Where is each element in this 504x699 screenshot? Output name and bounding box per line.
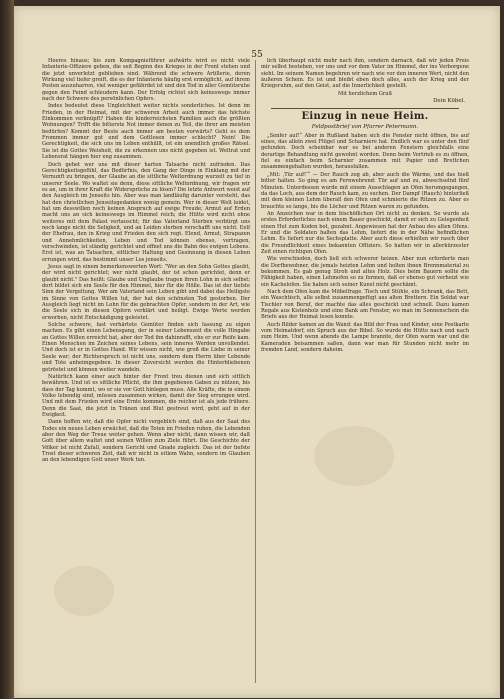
book-binding [0, 0, 14, 699]
section-rule [271, 108, 459, 109]
paragraph: Solche schwere, fast verhärtete Gemüter finden sich fassung zu eigen machen. Es gibt einen Lebensgang, der in seiner Lebenszeit die volle Hingabe an Gottes Willen erreicht hat, aber der Tod ihn dahinrafft, ehe er zur Reife kam. Einen Menschen im Zeichen seines Lebens, sein inneres Werden unvollendet. Und doch ist er in Gottes Hand. Wir wissen nicht, wie groß die Liebe in seiner Seele war; der Richterspruch ist nicht uns, sondern dem Herrn über Lebende und Tote anheimgegeben. In dieser Zuversicht werden die Hinterbliebenen getröstet und können weiter wandeln. [42, 322, 250, 373]
article-title: Einzug in neue Heim. [301, 111, 429, 123]
letter-signature: Dein Kübel. [433, 98, 465, 105]
page-number: 55 [251, 50, 263, 60]
paragraph: Nach dem Ofen kam die Möbelfrage. Tisch und Stühle, ein Schrank, das Bett, ein Waschtisch, alle selbst zusammengefügt aus alten Brettern. Ein Soldat war Tischler von Beruf, der machte das alles geschickt und schnell. Dazu kamen Regale aus Kistenholz und eine Bank am Fenster, wo man im Sonnenschein die Briefe aus der Heimat lesen konnte. [261, 289, 469, 321]
paragraph: Auch Bilder kamen an die Wand: das Bild der Frau und Kinder, eine Postkarte vom Heimatdorf, ein Spruch aus der Bibel. So wurde die Hütte nach und nach zum Heim. Und wenn abends die Lampe brannte, der Ofen warm war und die Kameraden beisammen saßen, dann war man für Stunden nicht mehr im fremden Land, sondern daheim. [261, 321, 469, 354]
paragraph: An Anzeichen war in dem bischöflichen Ort nicht zu denken. So wurde als erstes Erforderliches nach einem Bauer geschickt, damit er sich zu Gelegenheit einen Hut zum Koden bot, gezahnt. Angewiesen hat der Anbau des alten Ofens. Er und die Soldaten halten das Lehm, liefert die in der Nähe befindlichen Lehm. Es liefert nur die Sechsplatte. Aber auch diese erhielten wir rasch über die Freundlichkeit eines bekannten Offiziers. So hatten wir in allerkürzester Zeit einen richtigen Ofen. [261, 210, 469, 255]
paragraph: „Senfer auf!“ Aber in Rußland haben sich die Fenster nicht öffnen, bis auf eines, das allein zwei Flügel und Scharniere hat. Endlich war es unter den fünf gefunden. Doch scheinbar war es bei anderen Fenstern gleichfalls eine derartige Behandlung nicht gewohnt worden. Denn beim Vertrieb es zu öffnen, fiel es einfach beim Scharnier zusammen mit Papier und Brettchen zusammengehalten wurden, herausfallen. [261, 132, 469, 171]
paragraph: Dann hoffen wir, daß die Opfer nicht vergeblich sind, daß aus der Saat des Todes ein neues Leben erwächst, daß die Toten im Frieden ruhen, die Lebenden aber den Weg der Treue weiter gehen. Wenn aber nicht, dann wissen wir, daß Gott über allem waltet und seinen Willen zum Ziele führt. Die Geschichte der Völker ist nicht Zufall, sondern Gericht und Gnade zugleich. Das ist der tiefste Trost dieser schweren Zeit, daß wir nicht in eitlem Wahn, sondern im Glauben an den lebendigen Gott unser Werk tun. [42, 419, 250, 464]
paragraph: Jesus sagt in einem bemerkenswerten Wort: "Wer an den Sohn Gottes glaubt, der wird nicht gerichtet; wer nicht glaubt, der ist schon gerichtet, denn er glaubt nicht." Das heißt: Glaube und Unglaube tragen ihren Lohn in sich selbst; dort bildet sich ein Seele für den Himmel, hier für die Hölle. Das ist der tiefste Sinn der Vergeltung. Wer am Vaterland sein Leben gibt und dabei das Heiligste im Sinne von Gottes Willen tut, der hat den schönsten Tod gestorben. Der Ausgleich liegt nicht im Lohn für die gebrachten Opfer, sondern in der Art, wie die Seele sich in diesen Opfern verklärt und heiligt. Ewige Werte werden erworben, nicht Entschädigung geleistet. [42, 264, 250, 321]
left-column [42, 58, 250, 465]
article-subtitle: Feldpostbrief von Pfarrer Petermann. [311, 124, 419, 131]
paragraph: Heeres hinaus; bis zum Kompagnieführer aufwärts wird es nicht viele Infanterie-Offiziere geben, die seit Beginn des Krieges in der Front stehen und die jetzt unverletzt geblieben sind. Während die schwere Artillerie, deren Wirkung viel tiefer greift, die es der Infanterie häufig erst ermöglicht, auf ihrem Posten auszuharren, viel weniger gefährdet ist und den Tod in aller Gemütsruhe gegen den Feind schleudern kann. Der Erfolg richtet sich keineswegs immer nach der Schwere des persönlichen Opfers. [42, 58, 250, 103]
column-divider [255, 60, 256, 683]
page-stain [54, 566, 114, 616]
letter-closing: Mit herzlichem Gruß [338, 90, 392, 97]
right-column [261, 58, 469, 354]
paragraph: Doch gehet wer uns mit dieser harten Tatsache nicht zufrieden. Das Gerechtigkeitsgefühl, das Bedürfnis, den Gang der Dinge in Einklang mit der Vernunft zu bringen, der Glaube an die sittliche Weltordnung wurzelt zu tief in unserer Seele. Wo waltet sie denn, diese sittliche Weltordnung, wir fragen wir es an, um in ihrer Kraft die Widersprüche zu lösen? Die letzte Antwort weist auf den Ausgleich im Jenseits hin. Aber was man landläufig darunter versteht, das hat den christlichen Jenseitsgedanken wenig gemein. Wer in dieser Welt leidet, hat um desswillen noch keinen Anspruch auf ewige Freude; Armut auf Erden macht uns an sich keineswegs im Himmel reich; die Hütte wird nicht ohne weiteres mit dem Palast vertauscht; für das Vaterland Sterben verbürgt uns noch lange nicht die Seligkeit, und an Leiden sterben verschafft uns nicht. Eelf der Ehefrau, den in Krieg und Frieden den sich regt. Elend, Armut, Strapazen und Annehmlichkeiten, Leben und Tod können ebenso, vertragen, verschwinden, ist ständig gerichtet und offnet uns die Bahn des ewigen Lebens. Erst ist, was an Tatsachen, sittlicher Haltung und Gesinnung in diesen Leben errungen wird, das bestimmt unser Los jenseits. [42, 161, 250, 263]
paragraph: Indes bedeutet diese Ungleichheit weiter nichts sonderliches. Ist denn im Frieden, in der Heimat, mit der schweren Arbeit auch immer das höchste Einkommen verknüpft? Haben die kinderreichsten Familien auch die größten Wohnungen? Trifft die bitterste Not immer denen zu Teil, die ihrer am meisten bedürfen? Kommt der Beste auch immer am besten vorwärts? Geht es dem Frommen immer gut und dem Gottlosen immer schlecht? Nein! Die Gerechtigkeit, die sich uns im Leben enthüllt, ist ein unendlich großes Rätsel. Sie ist die Gottes Weisheit, die zu erkennen uns nicht gegeben ist. Weltrat und Lebensrat hängen hier eng zusammen. [42, 103, 250, 161]
book-page [14, 6, 500, 698]
paragraph: Natürlich kann einer auch hinter der Front treu dienen und sich sittlich bewähren. Und ist es sittliche Pflicht, die ihm gegebenen Gaben zu nützen, bis dass der Tag kommt, wo er sie vor Gott hinlegen muss. Alle Kräfte, die in einem Volke lebendig sind, müssen zusammen wirken, damit der Sieg errungen wird. Und mit dem Frieden wird eine Ernte kommen, die reicher ist als jede frühere. Denn die Saat, die jetzt in Tränen und Blut gestreut wird, geht auf in der Ewigkeit. [42, 373, 250, 418]
paragraph: lich überhaupt nicht mehr nach ihm, sondern darnach, daß wir jeden Preis mir selbst bestehen, vor uns und vor dem Vater im Himmel, der ins Verborgene sieht. Im seinem Namen begehren wir nach wie vor den inneren Wert, nicht den äußeren Schein. Es ist und bleibt eben doch alles, auch der Krieg und der Kriegsruhm, auf den Geist, auf die Innerlichkeit gestellt. [261, 58, 469, 90]
page-stain [314, 426, 394, 486]
paragraph: Wie verschieden, doch ließ sich schwerer heizen. Aber nun erforderte man die Dorfbewohner, die jemals heizten Lehm und holten ihnen Brennmaterial zu bekommen. Es gab genug Stroh und altes Holz. Dies beim Bauern sollte die Fähigkeit haben, einen Lehmofen so zu formen, daß er ebenso gut verheizt wie ein Kachelofen. Sie haben sich seiner Kunst nicht geschämt. [261, 256, 469, 288]
paragraph: „Mit: ‚Tür auf!‘“ — Der Rauch zog ab, aber auch die Wärme, und das hieß bitter halten. So ging es am Fernwehrend: Tür auf und zu, abwechselnd fünf Minuten. Unterdessen wurde mit einem Ausschlagen an Ofen herumgegangen, da das Loch, aus dem der Rauch kam, zu suchen. Der Dampf (Rauch) hinterließ mit dem kleinen Lehm überall den Ofen und schmierte die Ritzen zu. Aber es brauchte so lange, bis die Löcher und Ritzen waren zu gefunden. [261, 171, 469, 210]
